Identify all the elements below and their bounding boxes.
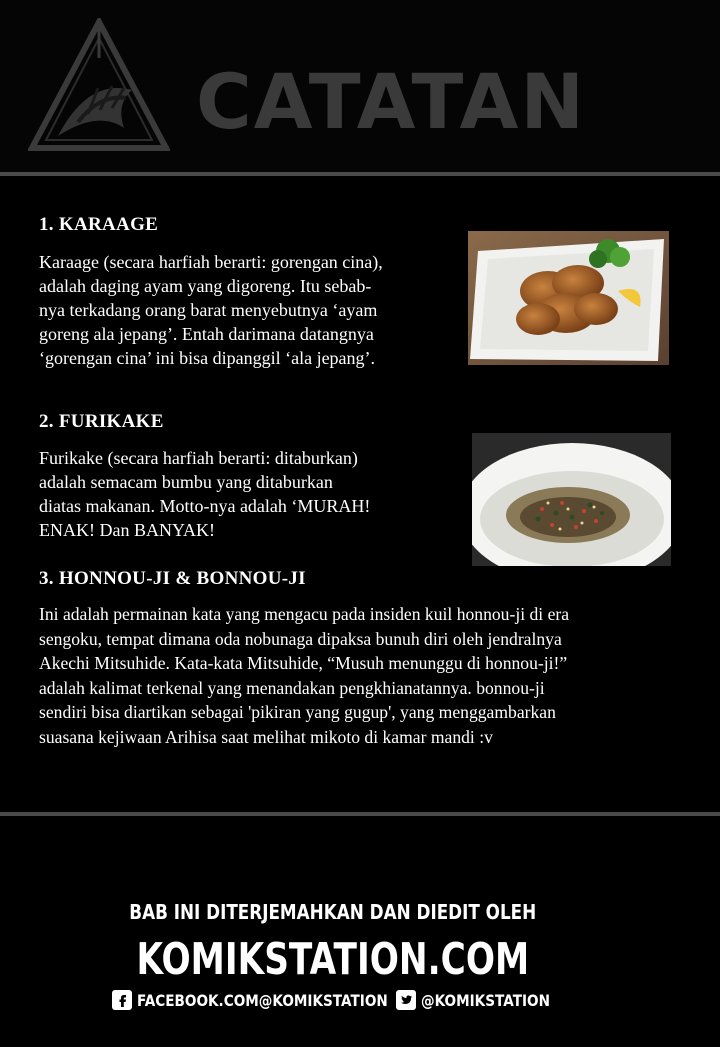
header-banner [0,0,720,172]
furikake-heading: 2. FURIKAKE [39,411,164,432]
site-name[interactable]: KOMIKSTATION.COM [136,934,530,985]
facebook-icon [112,990,132,1010]
facebook-handle: FACEBOOK.COM@KOMIKSTATION [137,990,388,1010]
page-title: CATATAN [196,57,586,146]
furikake-photo [472,433,671,566]
karaage-photo [468,231,669,365]
bottom-divider [0,812,720,816]
karaage-text: Karaage (secara harfiah berarti: gorengan cina), adalah daging ayam yang digoreng. Itu sebab- nya terkadang orang barat menyebutnya ‘ayam goreng ala jepang’. Entah darimana datangnya ‘gorengan cina’ ini bisa dipanggil ‘ala jepang’. [39,252,383,368]
twitter-icon [396,990,416,1010]
karaage-heading: 1. KARAAGE [39,214,159,235]
twitter-handle: @KOMIKSTATION [421,990,550,1010]
honnouji-text: Ini adalah permainan kata yang mengacu pada insiden kuil honnou-ji di era sengoku, tempat dimana oda nobunaga dipaksa bunuh diri oleh jendralnya Akechi Mitsuhide. Kata-kata Mitsuhide, “Musuh menunggu di honnou-ji!” adalah kalimat terkenal yang menandakan pengkhianatannya. bonnou-ji sendiri bisa diartikan sebagai 'pikiran yang gugup', yang menggambarkan suasana kejiwaan Arihisa saat melihat mikoto di kamar mandi :v [39,604,570,747]
translator-credit: BAB INI DITERJEMAHKAN DAN DIEDIT OLEH [129,900,537,924]
top-divider [0,172,720,176]
triangle-logo-icon [28,18,170,154]
twitter-link[interactable] [396,988,573,1012]
furikake-text: Furikake (secara harfiah berarti: ditaburkan) adalah semacam bumbu yang ditaburkan diatas makanan. Motto-nya adalah ‘MURAH! ENAK! Dan BANYAK! [39,448,371,540]
facebook-link[interactable] [112,988,432,1012]
honnouji-heading: 3. HONNOU-JI & BONNOU-JI [39,568,306,589]
